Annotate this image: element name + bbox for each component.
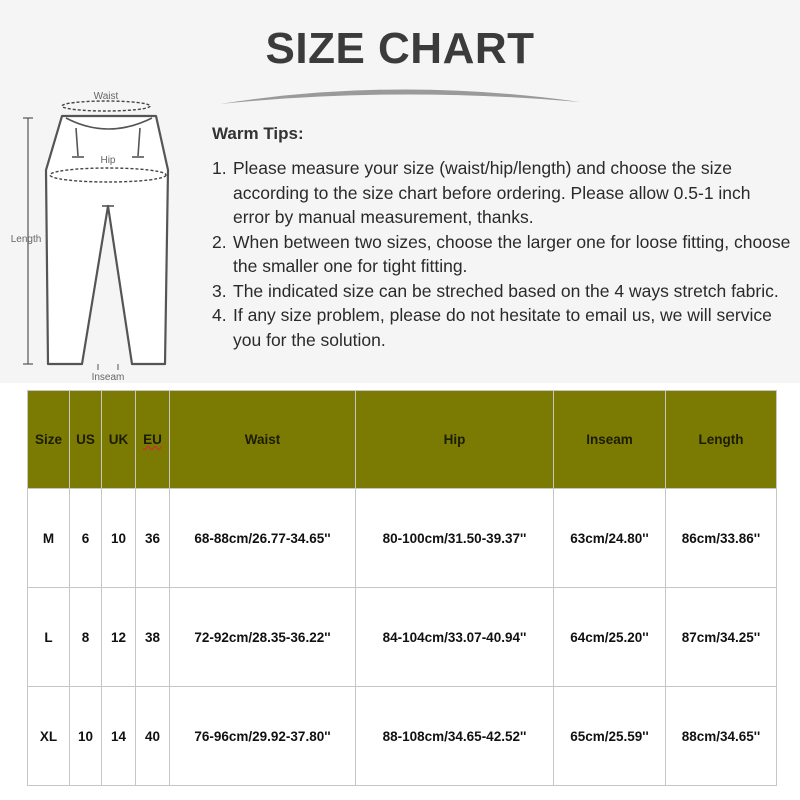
tip-text: If any size problem, please do not hesitate to email us, we will service you for the solution. bbox=[233, 305, 772, 350]
pants-measurement-diagram bbox=[0, 88, 200, 383]
cell-uk: 12 bbox=[102, 588, 136, 687]
title-underline-swoosh bbox=[215, 82, 585, 112]
cell-inseam: 64cm/25.20'' bbox=[554, 588, 666, 687]
header-panel bbox=[0, 0, 800, 383]
cell-length: 87cm/34.25'' bbox=[666, 588, 777, 687]
header-length: Length bbox=[666, 391, 777, 489]
tip-text: Please measure your size (waist/hip/length) and choose the size according to the size chart before ordering. Please allow 0.5-1 inch error by manual measurement, thanks. bbox=[233, 158, 751, 227]
warm-tips bbox=[212, 124, 792, 352]
tip-number: 4. bbox=[212, 305, 227, 325]
table-header-row bbox=[28, 391, 777, 489]
cell-eu: 40 bbox=[136, 687, 170, 786]
hip-label: Hip bbox=[100, 155, 116, 166]
inseam-label: Inseam bbox=[91, 372, 125, 383]
tip-item bbox=[212, 156, 792, 230]
cell-us: 8 bbox=[70, 588, 102, 687]
cell-eu: 36 bbox=[136, 489, 170, 588]
tip-number: 2. bbox=[212, 231, 227, 252]
cell-hip: 80-100cm/31.50-39.37'' bbox=[356, 489, 554, 588]
cell-inseam: 65cm/25.59'' bbox=[554, 687, 666, 786]
tip-number: 3. bbox=[212, 280, 227, 301]
waist-label: Waist bbox=[93, 91, 119, 102]
page-title: SIZE CHART bbox=[265, 24, 535, 73]
cell-hip: 84-104cm/33.07-40.94'' bbox=[356, 588, 554, 687]
cell-hip: 88-108cm/34.65-42.52'' bbox=[356, 687, 554, 786]
header-eu bbox=[136, 391, 170, 489]
header-eu-label: EU bbox=[143, 432, 162, 447]
cell-eu: 38 bbox=[136, 588, 170, 687]
header-size: Size bbox=[28, 391, 70, 489]
cell-inseam: 63cm/24.80'' bbox=[554, 489, 666, 588]
cell-uk: 10 bbox=[102, 489, 136, 588]
tip-item bbox=[212, 303, 792, 352]
cell-size: XL bbox=[28, 687, 70, 786]
header-hip: Hip bbox=[356, 391, 554, 489]
cell-uk: 14 bbox=[102, 687, 136, 786]
cell-waist: 76-96cm/29.92-37.80'' bbox=[170, 687, 356, 786]
cell-us: 6 bbox=[70, 489, 102, 588]
cell-waist: 68-88cm/26.77-34.65'' bbox=[170, 489, 356, 588]
cell-size: L bbox=[28, 588, 70, 687]
tip-text: The indicated size can be streched based on the 4 ways stretch fabric. bbox=[233, 280, 779, 301]
cell-waist: 72-92cm/28.35-36.22'' bbox=[170, 588, 356, 687]
cell-size: M bbox=[28, 489, 70, 588]
header-uk: UK bbox=[102, 391, 136, 489]
size-chart-table bbox=[27, 390, 777, 786]
length-label: Length bbox=[10, 234, 42, 245]
table-row bbox=[28, 489, 777, 588]
cell-length: 88cm/34.65'' bbox=[666, 687, 777, 786]
header-inseam: Inseam bbox=[554, 391, 666, 489]
warm-tips-heading: Warm Tips: bbox=[212, 124, 304, 143]
tip-number: 1. bbox=[212, 158, 227, 178]
table-row bbox=[28, 687, 777, 786]
tip-text: When between two sizes, choose the larger one for loose fitting, choose the smaller one for tight fitting. bbox=[233, 231, 791, 276]
cell-us: 10 bbox=[70, 687, 102, 786]
tip-item bbox=[212, 230, 792, 279]
tip-item bbox=[212, 279, 792, 304]
header-us: US bbox=[70, 391, 102, 489]
table-row bbox=[28, 588, 777, 687]
cell-length: 86cm/33.86'' bbox=[666, 489, 777, 588]
header-waist: Waist bbox=[170, 391, 356, 489]
